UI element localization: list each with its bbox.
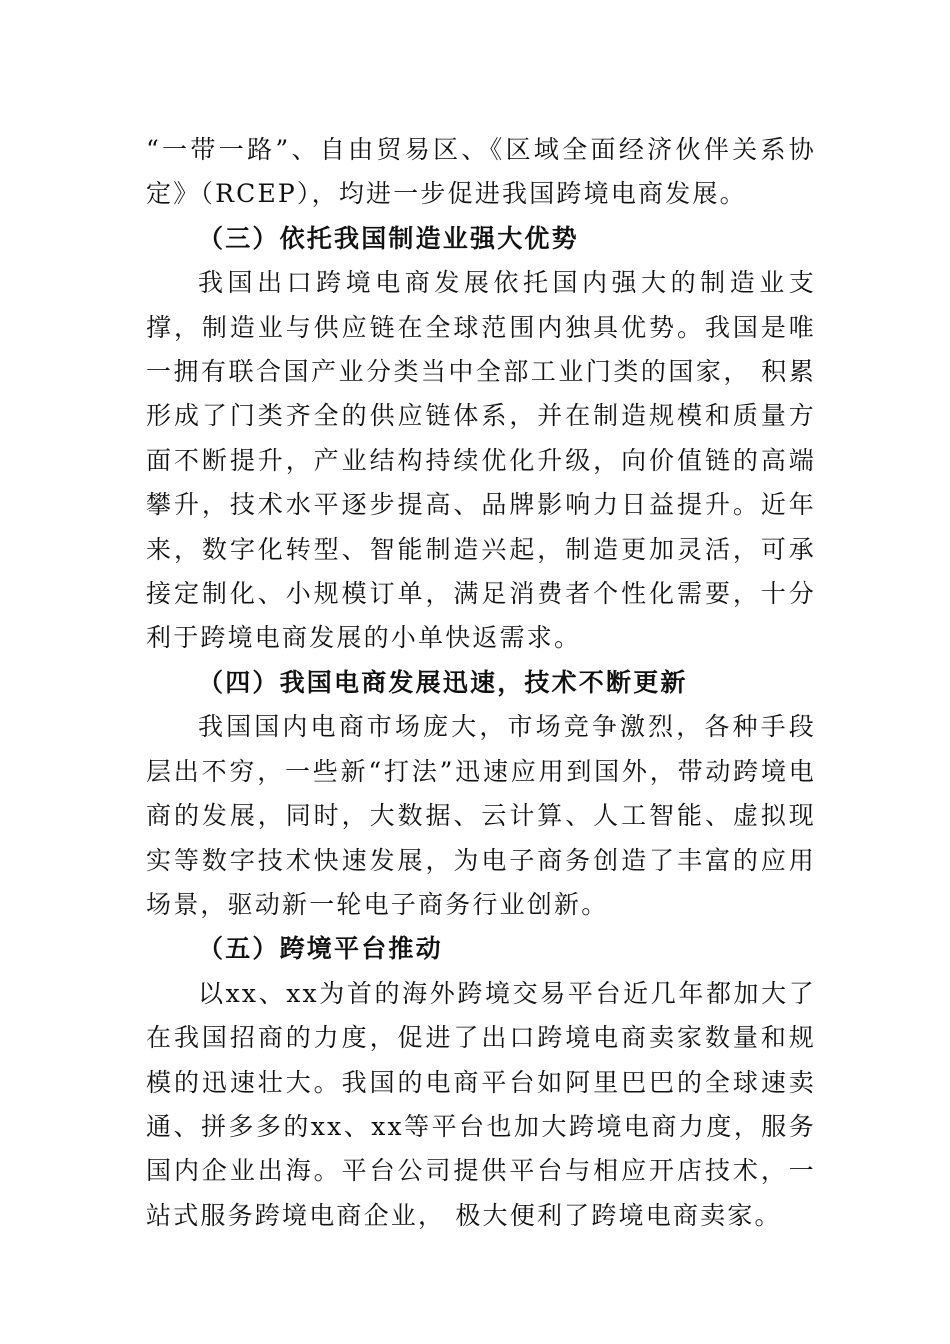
paragraph-ecommerce: 我国国内电商市场庞大，市场竞争激烈，各种手段层出不穷，一些新“打法”迅速应用到国外，带动跨境电商的发展，同时，大数据、云计算、人工智能、虚拟现实等数字技术快速发展，为电子商务创造了丰富的应用场景，驱动新一轮电子商务行业创新。 <box>146 712 816 919</box>
section-heading-4: （四）我国电商发展迅速，技术不断更新 <box>198 667 688 697</box>
paragraph-intro-continued: “一带一路”、自由贸易区、《区域全面经济伙伴关系协定》（RCEP），均进一步促进我国跨境电商发展。 <box>146 135 816 209</box>
section-heading-5: （五）跨境平台推动 <box>198 934 443 964</box>
paragraph-manufacturing: 我国出口跨境电商发展依托国内强大的制造业支撑，制造业与供应链在全球范围内独具优势。我国是唯一拥有联合国产业分类当中全部工业门类的国家， 积累形成了门类齐全的供应链体系，并在制造规模和质量方面不断提升，产业结构持续优化升级，向价值链的高端攀升，技术水平逐步提高、品牌影响力日益提升。近年来，数字化转型、智能制造兴起，制造更加灵活，可承接定制化、小规模订单，满足消费者个性化需要，十分利于跨境电商发展的小单快返需求。 <box>146 268 816 653</box>
paragraph-platforms: 以xx、xx为首的海外跨境交易平台近几年都加大了在我国招商的力度，促进了出口跨境电商卖家数量和规模的迅速壮大。我国的电商平台如阿里巴巴的全球速卖通、拼多多的xx、xx等平台也加大跨境电商力度，服务国内企业出海。平台公司提供平台与相应开店技术，一站式服务跨境电商企业， 极大便利了跨境电商卖家。 <box>146 978 816 1230</box>
section-heading-3: （三）依托我国制造业强大优势 <box>198 223 579 253</box>
document-body <box>146 128 816 1238</box>
